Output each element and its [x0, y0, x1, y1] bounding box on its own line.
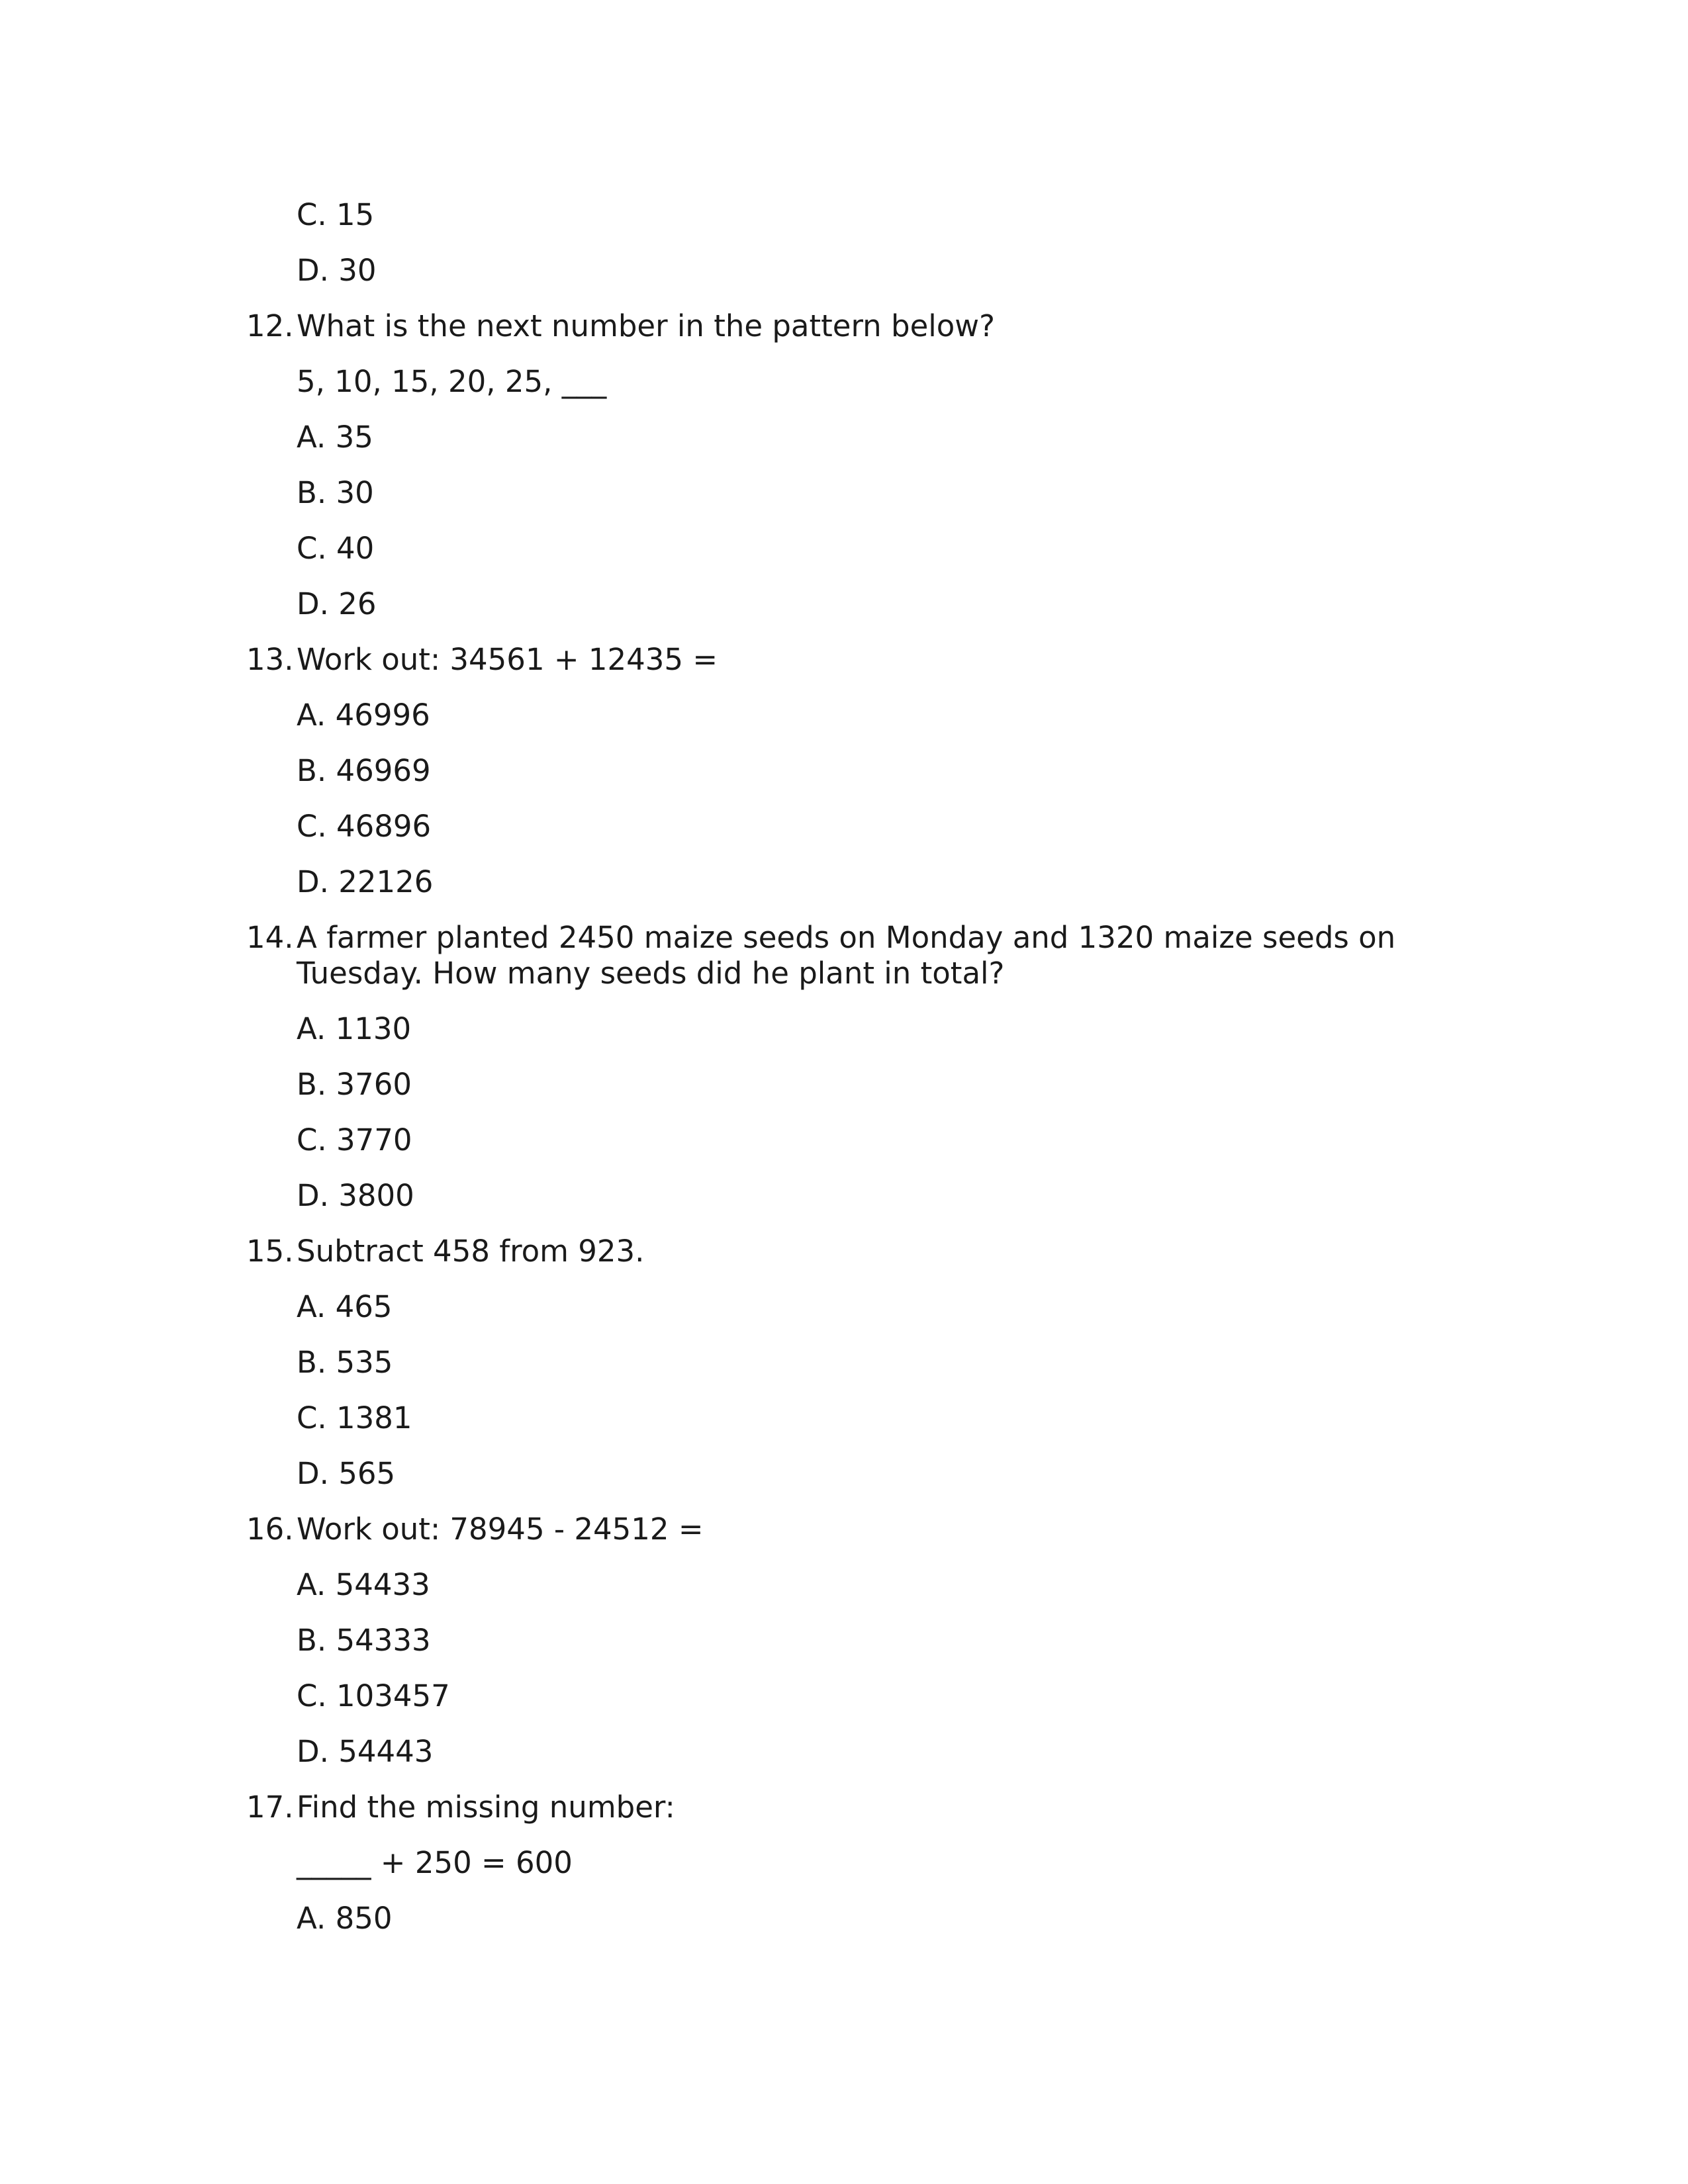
question-15-stem: Subtract 458 from 923. — [297, 1234, 645, 1269]
question-14-stem-line-2: Tuesday. How many seeds did he plant in total? — [297, 956, 1005, 991]
question-17-number: 17. — [246, 1790, 294, 1825]
question-15-option-a: A. 465 — [297, 1289, 393, 1324]
question-16-option-b: B. 54333 — [297, 1623, 431, 1658]
question-17-equation: _____ + 250 = 600 — [297, 1845, 573, 1880]
question-12-option-c: C. 40 — [297, 531, 375, 566]
question-13-stem: Work out: 34561 + 12435 = — [297, 642, 718, 677]
question-16-option-d: D. 54443 — [297, 1734, 434, 1769]
question-15-number: 15. — [246, 1234, 294, 1269]
question-15-option-c: C. 1381 — [297, 1400, 412, 1435]
question-17-stem: Find the missing number: — [297, 1790, 675, 1825]
question-14-option-c: C. 3770 — [297, 1122, 412, 1158]
option-c-carryover: C. 15 — [297, 197, 375, 232]
question-13-option-c: C. 46896 — [297, 809, 432, 844]
question-12-stem: What is the next number in the pattern below? — [297, 308, 995, 343]
question-13-option-a: A. 46996 — [297, 698, 430, 733]
question-14-option-a: A. 1130 — [297, 1011, 412, 1046]
question-12-option-d: D. 26 — [297, 586, 377, 621]
question-17-option-a: A. 850 — [297, 1901, 393, 1936]
question-12-pattern: 5, 10, 15, 20, 25, ___ — [297, 364, 607, 399]
question-14-option-d: D. 3800 — [297, 1178, 414, 1213]
question-14-option-b: B. 3760 — [297, 1067, 412, 1102]
question-16-stem: Work out: 78945 - 24512 = — [297, 1512, 704, 1547]
question-16-number: 16. — [246, 1512, 294, 1547]
question-15-option-b: B. 535 — [297, 1345, 393, 1380]
question-13-number: 13. — [246, 642, 294, 677]
question-16-option-c: C. 103457 — [297, 1678, 450, 1713]
question-16-option-a: A. 54433 — [297, 1567, 430, 1602]
question-12-option-a: A. 35 — [297, 420, 373, 455]
question-14-number: 14. — [246, 920, 294, 955]
question-13-option-d: D. 22126 — [297, 864, 434, 899]
question-15-option-d: D. 565 — [297, 1456, 396, 1491]
question-14-stem-line-1: A farmer planted 2450 maize seeds on Monday and 1320 maize seeds on — [297, 920, 1396, 955]
question-13-option-b: B. 46969 — [297, 753, 431, 788]
question-12-number: 12. — [246, 308, 294, 343]
option-d-carryover: D. 30 — [297, 253, 377, 288]
question-12-option-b: B. 30 — [297, 475, 374, 510]
